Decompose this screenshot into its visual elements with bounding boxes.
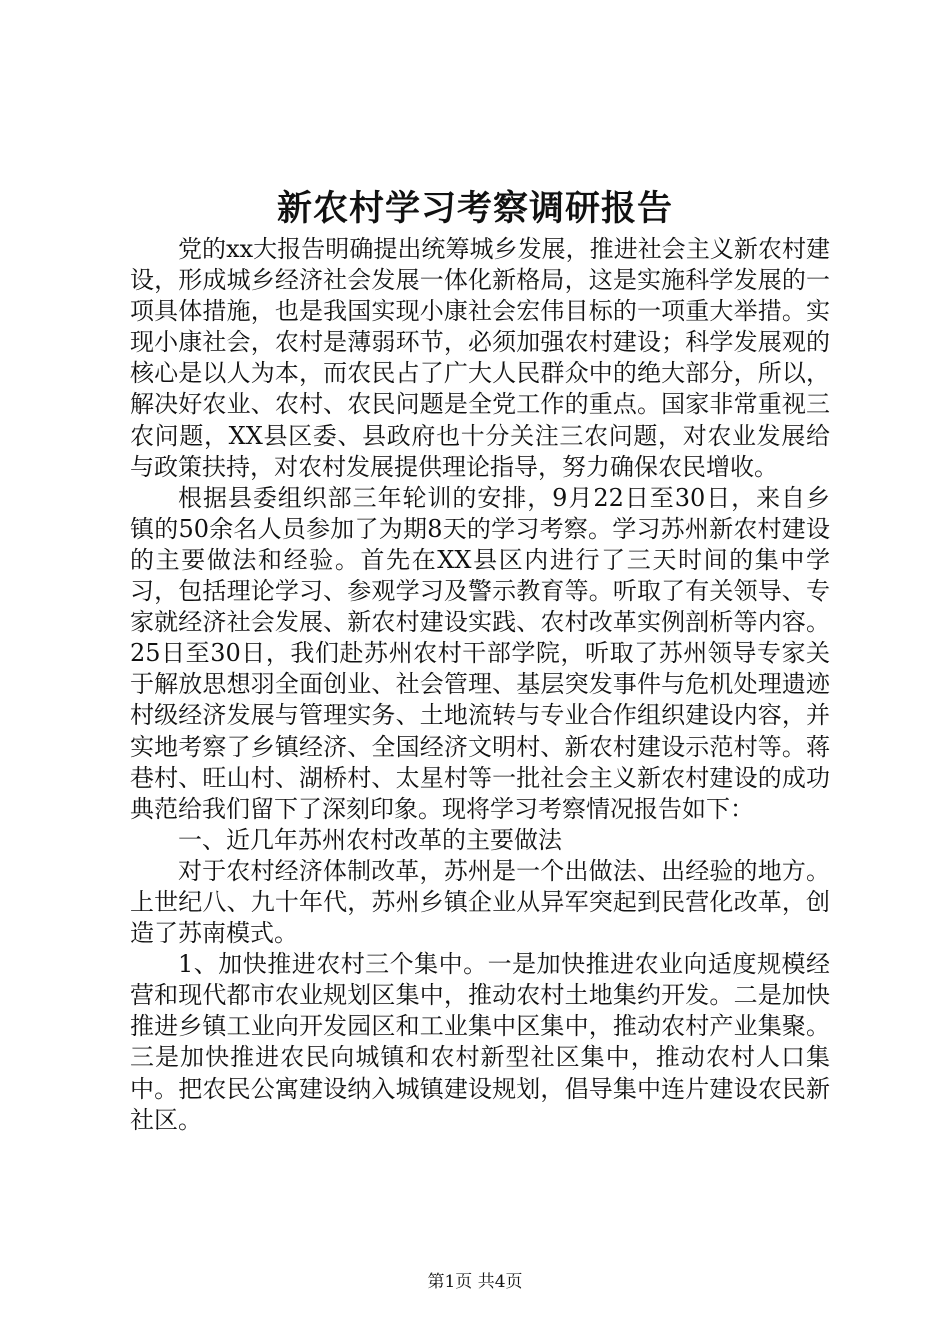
page-footer: 第1页 共4页 [427, 1272, 523, 1292]
section-heading-1: 一、近几年苏州农村改革的主要做法 [178, 825, 562, 854]
document-body [130, 234, 830, 1136]
paragraph-three-concentrations: 1、加快推进农村三个集中。一是加快推进农业向适度规模经营和现代都市农业规划区集中，推动农村土地集约开发。二是加快推进乡镇工业向开发园区和工业集中区集中，推动农村产业集聚。三是加快推进农民向城镇和农村新型社区集中，推动农村人口集中。把农民公寓建设纳入城镇建设规划，倡导集中连片建设农民新社区。 [130, 950, 830, 1134]
document-title: 新农村学习考察调研报告 [276, 188, 673, 229]
paragraph-reform-overview: 对于农村经济体制改革，苏州是一个出做法、出经验的地方。上世纪八、九十年代，苏州乡镇企业从异军突起到民营化改革，创造了苏南模式。 [130, 856, 830, 948]
paragraph-study-arrangement: 根据县委组织部三年轮训的安排，9月22日至30日，来自乡镇的50余名人员参加了为期8天的学习考察。学习苏州新农村建设的主要做法和经验。首先在XX县区内进行了三天时间的集中学习，包括理论学习、参观学习及警示教育等。听取了有关领导、专家就经济社会发展、新农村建设实践、农村改革实例剖析等内容。25日至30日，我们赴苏州农村干部学院，听取了苏州领导专家关于解放思想羽全面创业、社会管理、基层突发事件与危机处理遗迹村级经济发展与管理实务、土地流转与专业合作组织建设内容，并实地考察了乡镇经济、全国经济文明村、新农村建设示范村等。蒋巷村、旺山村、湖桥村、太星村等一批社会主义新农村建设的成功典范给我们留下了深刻印象。现将学习考察情况报告如下： [130, 483, 830, 823]
paragraph-intro: 党的xx大报告明确提出统筹城乡发展，推进社会主义新农村建设，形成城乡经济社会发展一体化新格局，这是实施科学发展的一项具体措施，也是我国实现小康社会宏伟目标的一项重大举措。实现小康社会，农村是薄弱环节，必须加强农村建设；科学发展观的核心是以人为本，而农民占了广大人民群众中的绝大部分，所以，解决好农业、农村、农民问题是全党工作的重点。国家非常重视三农问题，XX县区委、县政府也十分关注三农问题，对农业发展给与政策扶持，对农村发展提供理论指导，努力确保农民增收。 [130, 235, 830, 481]
